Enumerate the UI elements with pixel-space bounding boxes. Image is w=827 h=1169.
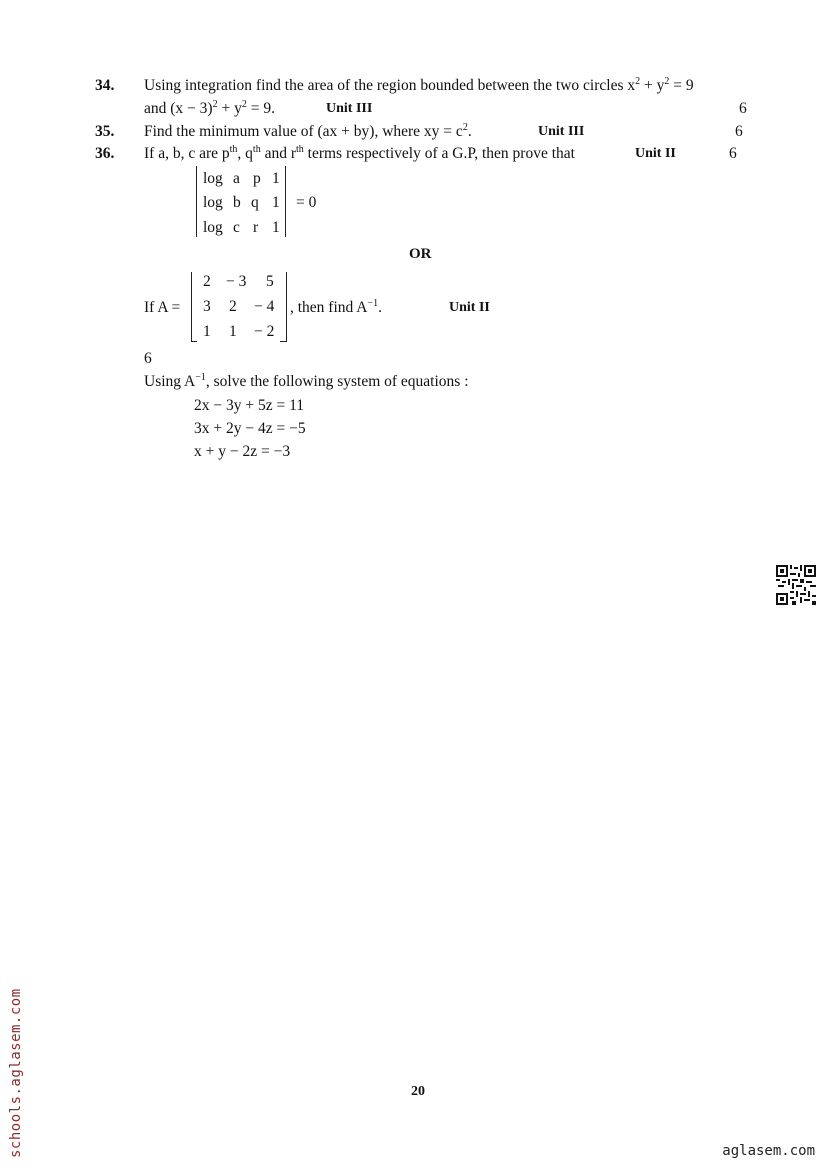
page-number: 20: [411, 1084, 425, 1099]
determinant-cell: 1: [272, 219, 280, 236]
q34-marks: 6: [739, 100, 747, 117]
matrix-cell: 1: [203, 323, 211, 340]
determinant-left-bar: [196, 166, 197, 237]
using-text: , solve the following system of equations :: [205, 373, 469, 390]
using-inverse-text: [144, 373, 469, 391]
q34-text: + y: [217, 100, 242, 117]
q36-marks: 6: [729, 145, 737, 162]
determinant-cell: c: [233, 219, 240, 236]
determinant-cell: log: [203, 194, 223, 211]
determinant-cell: q: [251, 194, 259, 211]
equation-2: 3x + 2y − 4z = −5: [194, 420, 306, 437]
determinant-right-bar: [285, 166, 286, 237]
matrix-cell: 2: [229, 298, 237, 315]
q34-text: Using integration find the area of the region bounded between the two circles x: [144, 77, 636, 94]
matrix-left-bracket: [191, 272, 192, 342]
q35-text: .: [467, 123, 472, 140]
using-sup: −1: [195, 372, 206, 383]
matrix-suffix-sup: −1: [367, 298, 379, 309]
q34-unit-label: Unit III: [326, 101, 373, 116]
matrix-cell: 3: [203, 298, 211, 315]
matrix-cell: − 3: [226, 273, 247, 290]
matrix-prefix: If A =: [144, 299, 181, 316]
equation-3: x + y − 2z = −3: [194, 443, 291, 460]
q36-text: terms respectively of a G.P, then prove that: [303, 145, 575, 162]
question-number-34: 34.: [95, 77, 115, 94]
matrix-left-bracket-foot: [191, 341, 197, 342]
or-marks: 6: [144, 350, 152, 367]
matrix-right-bracket-foot: [280, 341, 286, 342]
determinant-cell: log: [203, 170, 223, 187]
matrix-suffix-text: , then find A: [290, 299, 368, 316]
q35-sup: 2: [462, 122, 468, 133]
determinant-cell: log: [203, 219, 223, 236]
matrix-right-bracket: [282, 272, 287, 342]
using-text: Using A: [144, 373, 196, 390]
question-36-text: [144, 145, 575, 163]
q36-sup: th: [229, 144, 238, 155]
q35-marks: 6: [735, 123, 743, 140]
determinant-cell: 1: [272, 194, 280, 211]
q34-text: and (x − 3): [144, 100, 213, 117]
question-35-text: [144, 123, 472, 141]
matrix-unit-label: Unit II: [449, 300, 490, 315]
determinant-cell: b: [233, 194, 241, 211]
q36-sup: th: [252, 144, 261, 155]
determinant-cell: a: [233, 170, 240, 187]
determinant-rhs: = 0: [296, 194, 317, 211]
q34-text: + y: [640, 77, 665, 94]
q34-text: = 9: [669, 77, 694, 94]
q36-text: and r: [260, 145, 296, 162]
q34-sup: 2: [241, 99, 247, 110]
q36-text: , q: [237, 145, 253, 162]
question-number-36: 36.: [95, 145, 115, 162]
q36-sup: th: [296, 144, 304, 155]
q36-text: If a, b, c are p: [144, 145, 230, 162]
q34-sup: 2: [635, 76, 641, 87]
matrix-suffix: [290, 299, 382, 317]
q34-text: = 9.: [246, 100, 275, 117]
determinant-cell: r: [253, 219, 259, 236]
q34-sup: 2: [212, 99, 218, 110]
question-number-35: 35.: [95, 123, 115, 140]
q34-sup: 2: [664, 76, 670, 87]
matrix-cell: − 2: [254, 323, 275, 340]
matrix-cell: 1: [229, 323, 237, 340]
question-34-line1: [144, 77, 694, 95]
q36-unit-label: Unit II: [635, 146, 676, 161]
q35-text: Find the minimum value of (ax + by), where xy = c: [144, 123, 463, 140]
side-watermark: schools.aglasem.com: [8, 988, 24, 1158]
q35-unit-label: Unit III: [538, 124, 585, 139]
determinant-cell: 1: [272, 170, 280, 187]
qr-code-icon: [776, 565, 816, 605]
question-34-line2: [144, 100, 275, 118]
matrix-suffix-text: .: [378, 299, 383, 316]
matrix-cell: 5: [266, 273, 274, 290]
determinant-cell: p: [253, 170, 261, 187]
matrix-cell: − 4: [254, 298, 275, 315]
equation-1: 2x − 3y + 5z = 11: [194, 397, 305, 414]
or-separator: OR: [409, 246, 432, 262]
matrix-cell: 2: [203, 273, 211, 290]
corner-watermark: aglasem.com: [722, 1143, 815, 1159]
